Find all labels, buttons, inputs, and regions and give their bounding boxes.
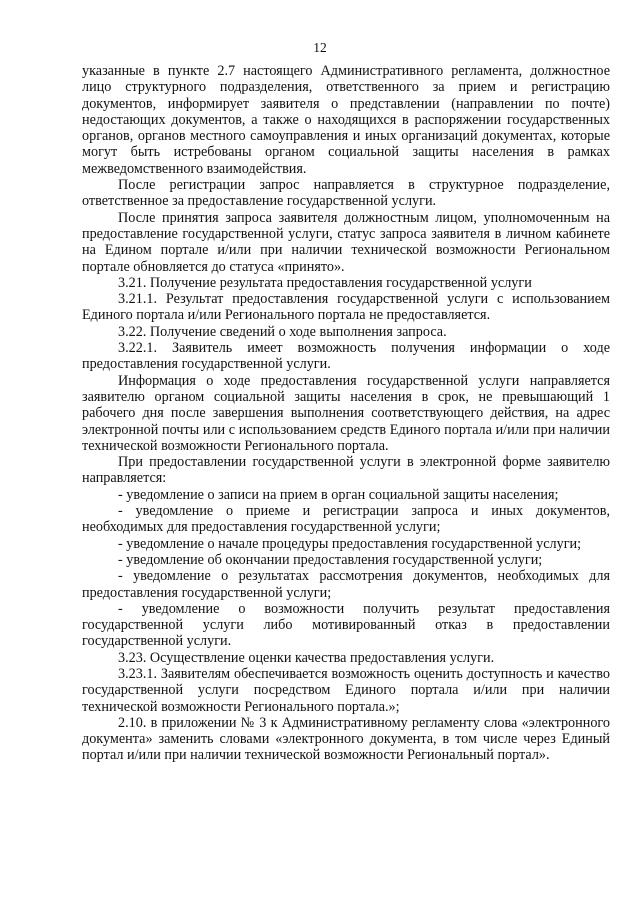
section-heading: 3.22. Получение сведений о ходе выполнения запроса. <box>118 323 447 340</box>
list-item: - уведомление о начале процедуры предоставления государственной услуги; <box>118 535 582 552</box>
paragraph: После регистрации запрос направляется в структурное подразделение, ответственное за предоставление государственной услуги. <box>82 177 610 210</box>
list-item: - уведомление о записи на прием в орган социальной защиты населения; <box>118 486 559 503</box>
paragraph: 3.23.1. Заявителям обеспечивается возможность оценить доступность и качество государственной услуги посредством Единого портала и/или при наличии технической возможности Регионального портала.»; <box>82 665 610 715</box>
section-heading: 3.23. Осуществление оценки качества предоставления услуги. <box>118 649 495 666</box>
list-item: - уведомление об окончании предоставления государственной услуги; <box>118 551 543 568</box>
paragraph: При предоставлении государственной услуги в электронной форме заявителю направляется: <box>82 454 610 487</box>
list-item: - уведомление о возможности получить результат предоставления государственной услуги либо мотивированный отказ в предоставлении государственной услуги. <box>82 600 610 650</box>
page-number: 12 <box>313 40 327 55</box>
paragraph: После принятия запроса заявителя должностным лицом, уполномоченным на предоставление государственной услуги, статус запроса заявителя в личном кабинете на Едином портале и/или при наличии технической возможности Региональном портале обновляется до статуса «принято». <box>82 209 610 275</box>
document-body <box>82 63 610 764</box>
paragraph: 3.21.1. Результат предоставления государственной услуги с использованием Единого портала и/или Регионального портала не предоставляется. <box>82 291 610 324</box>
list-item: - уведомление о результатах рассмотрения документов, необходимых для предоставления государственной услуги; <box>82 568 610 601</box>
paragraph: 2.10. в приложении № 3 к Административному регламенту слова «электронного документа» заменить словами «электронного документа, в том числе через Единый портал и/или при наличии технической возможности Региональный портал». <box>82 714 610 764</box>
paragraph: Информация о ходе предоставления государственной услуги направляется заявителю органом социальной защиты населения в срок, не превышающий 1 рабочего дня после завершения выполнения соответствующего действия, на адрес электронной почты или с использованием средств Единого портала и/или при наличии технической возможности Регионального портала. <box>82 372 610 454</box>
list-item: - уведомление о приеме и регистрации запроса и иных документов, необходимых для предоставления государственной услуги; <box>82 503 610 536</box>
section-heading: 3.21. Получение результата предоставления государственной услуги <box>118 274 532 291</box>
paragraph-continuation: указанные в пункте 2.7 настоящего Административного регламента, должностное лицо структурного подразделения, ответственного за прием и регистрацию документов, информирует заявителя о представлении (направлении по почте) недостающих документов, а также о находящихся в распоряжении государственных органов, органов местного самоуправления и иных организаций документах, которые могут быть истребованы органом социальной защиты населения в рамках межведомственного взаимодействия. <box>82 63 610 177</box>
paragraph: 3.22.1. Заявитель имеет возможность получения информации о ходе предоставления государственной услуги. <box>82 340 610 373</box>
